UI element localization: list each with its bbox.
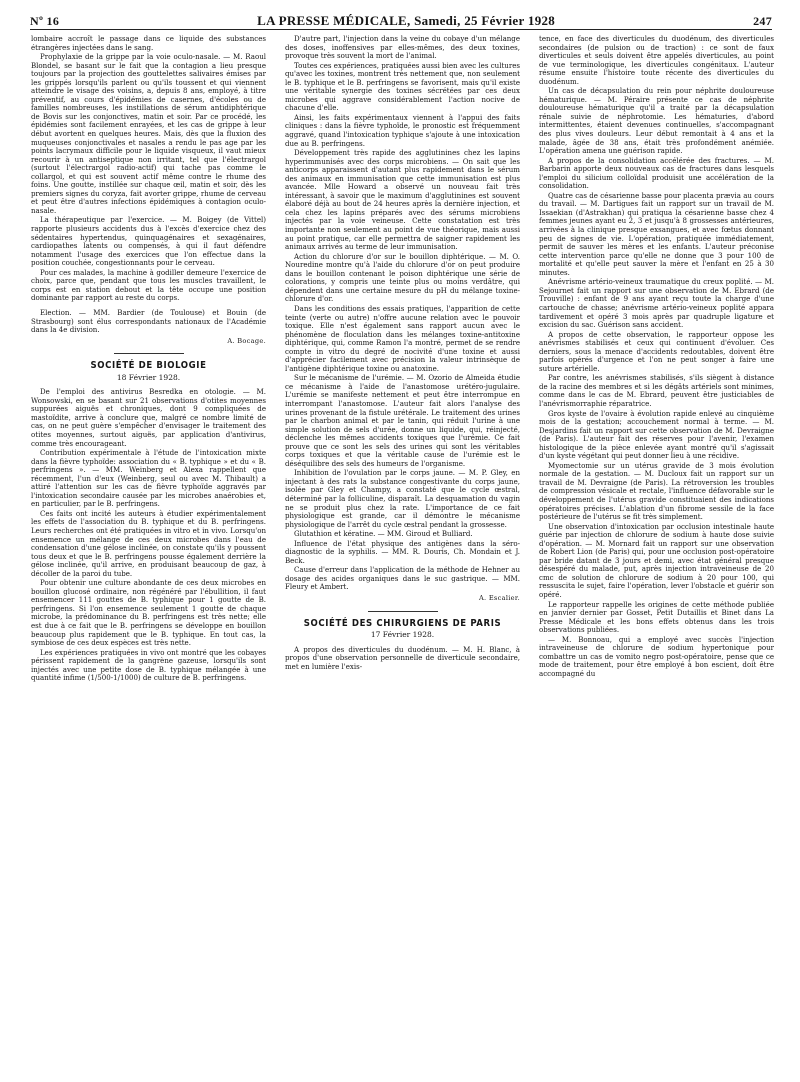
paragraph-decapsulation: Un cas de décapsulation du rein pour néphrite douloureuse hématurique. — M. Péraire présente ce cas de néphrite douloureuse hématurique qu'il a traité par la décapsulation rénale suivie de néphrotomie. Les hématuries, d'abord intermittentes, étaient devenues continuelles, s'accompagnant des plus vives douleurs. Leur début remontait à 4 ans et la malade, âgée de 38 ans, était très profondément anémiée. L'opération amena une guérison rapide. [539,86,774,156]
paragraph-election: Election. — MM. Bardier (de Toulouse) et Bouin (de Strasbourg) sont élus correspondants nationaux de l'Académie dans la 4e division. [31,307,266,335]
issue-number: Nº 16 [30,14,60,28]
journal-title: LA PRESSE MÉDICALE, Samedi, 25 Février 1928 [257,13,556,28]
paragraph: A propos de cette observation, le rapporteur oppose les anévrismes stabilisés et ceux qui continuent d'évoluer. Ces derniers, sous la menace d'accidents redoutables, doivent être parfois opérés d'urgence et l'on ne peut songer à faire une suture artérielle. [539,329,774,373]
paragraph-grippe: Prophylaxie de la grippe par la voie oculo-nasale. — M. Raoul Blondel, se basant sur le fait que la contagion a lieu presque toujours par la projection des gouttelettes salivaires émises par les grippés lorsqu'ils parlent ou qu'ils toussent et qui viennent atteindre le visage des voisins, a, depuis 8 ans, employé, à titre préventif, au cours d'épidémies de casernes, d'écoles ou de familles nombreuses, les instillations de sérum antidiphtérique de Bovis sur les conjonctives, matin et soir. Par ce procédé, les épidémies sont facilement enrayées, et les cas de grippe à leur début avortent en quelques heures. Mais, dès que la fluxion des muqueuses conjonctivales et nasales a rendu le pas age par les points lacrymaux difficile pour le liquide visqueux, il vaut mieux recourir à un antiseptique non irritant, tel que l'électrargol (surtout l'électrargol radio-actif) qui tache pas comme le collargol, et qui est souvent actif même contre le rhume des foins. Une goutte, instillée sur chaque œil, matin et soir, dès les premiers signes du coryza, fait avorter grippe, rhume de cerveau et peut être d'autres infections épidémiques à contagion oculo-nasale. [31,52,266,215]
society-heading: SOCIÉTÉ DE BIOLOGIE [90,360,207,372]
paragraph-glutathion: Glutathion et kératine. — MM. Giroud et Bulliard. [294,529,473,539]
paragraph: Toutes ces expériences, pratiquées aussi bien avec les cultures qu'avec les toxines, montrent très nettement que, non seulement le B. typhique et le B. perfringens se favorisent, mais qu'il existe une véritable synergie des toxines sécrétées par ces deux microbes qui aggrave considérablement l'action nocive de chacune d'elle. [285,60,520,113]
page-number: 247 [753,14,772,28]
paragraph: Pour obtenir une culture abondante de ces deux microbes en bouillon glucosé ordinaire, non régénéré par l'ébullition, il faut ensemencer 111 gouttes de B. typhique pour 1 goutte de B. perfringens. Si l'on ensemence seulement 1 goutte de chaque microbe, la prédominance du B. perfringens est très nette; elle est due à ce fait que le B. perfringens se développe en bouillon beaucoup plus rapidement que le B. typhique. En tout cas, la symbiose de ces deux espèces est très nette. [31,578,266,648]
paragraph-ovulation: Inhibition de l'ovulation par le corps jaune. — M. P. Gley, en injectant à des rats la substance congestivante du corps jaune, isolée par Gley et Champy, a constaté que le cycle œstral, déterminé par la folliculine, disparaît. La desquamation du vagin ne se produit plus chez la rate. L'importance de ce fait physiologique est grande, car il démontre le mécanisme physiologique de l'arrêt du cycle œstral pendant la grossesse. [285,468,520,529]
paragraph-myomectomie: Myomectomie sur un utérus gravide de 3 mois évolution normale de la gestation. — M. Ducloux fait un rapport sur un travail de M. Devraigne (de Paris). La rétroversion les troubles de compression vésicale et rectale, l'influence défavorable sur le développement de l'utérus gravide constituaient des indications opératoires précises. L'ablation d'un fibrome sessile de la face postérieure de l'utérus se fit très simplement. [539,460,774,522]
paragraph: Pour ces malades, la machine à godiller demeure l'exercice de choix, parce que, pendant que tous les muscles travaillent, le corps est en station debout et la tête occupe une position dominante par rapport au reste du corps. [31,267,266,303]
paragraph: lombaire accroît le passage dans ce liquide des substances étrangères injectées dans le sang. [31,35,266,52]
signature: A. Escalier. [478,594,520,602]
paragraph-exercice: La thérapeutique par l'exercice. — M. Boigey (de Vittel) rapporte plusieurs accidents dus à l'excès d'exercice chez des sédentaires hypertendus, quinquagénaires et sexagénaires, cardiopathes latents ou compensés, à qui il faut défendre notamment l'usage des exercices que l'on effectue dans la position couchée, congestionnants pour le cerveau. [31,215,266,268]
paragraph-chlorure-or: Action du chlorure d'or sur le bouillon diphtérique. — M. O. Nouredine montre qu'à l'aide du chlorure d'or on peut produire dans le bouillon contenant le poison diphtérique une série de colorations, y compris une teinte plus ou moins verdâtre, qui dépendent dans une certaine mesure du pH du mélange toxine-chlorure d'or. [285,251,520,304]
paragraph: Ces faits ont incité les auteurs à étudier expérimentalement les effets de l'association du B. typhique et du B. perfringens. Leurs recherches ont été pratiquées in vitro et in vivo. Lorsqu'on ensemence un mélange de ces deux microbes dans l'eau de condensation d'une gélose inclinée, on constate qu'ils y poussent tous deux et que le B. perfringens pousse également derrière la gélose inclinée, qu'il arrive, en produisant beaucoup de gaz, à décoller de la paroi du tube. [31,508,266,578]
society-heading: SOCIÉTÉ DES CHIRURGIENS DE PARIS [303,617,502,629]
paragraph: Les expériences pratiquées in vivo ont montré que les cobayes périssent rapidement de la gangrène gazeuse, lorsqu'ils sont injectés avec une petite dose de B. typhique mélangée à une quantité infime (1/500-1/1000) de culture de B. perfringens. [31,647,266,683]
paragraph: D'autre part, l'injection dans la veine du cobaye d'un mélange des doses, inoffensives par elles-mêmes, des deux toxines, provoque très souvent la mort de l'animal. [285,35,520,61]
session-date: 18 Février 1928. [116,372,181,382]
paragraph-antivirus: De l'emploi des antivirus Besredka en otologie. — M. Wonsowski, en se basant sur 21 observations d'otites moyennes suppurées aiguës et chroniques, dont 9 compliquées de mastoïdite, arrive à conclure que, malgré ce nombre limité de cas, on ne peut guère s'empêcher d'envisager le traitement des otites moyennes, surtout aiguës, par application d'antivirus, comme très encourageant. [31,387,266,448]
paragraph-agglutinines: Développement très rapide des agglutinines chez les lapins hyperimmunisés avec des corps microbiens. — On sait que les anticorps apparaissent d'autant plus rapidement dans le sérum des animaux en immunisation que cette immunisation est plus avancée. Mlle Howard a observé un nouveau fait très intéressant, à savoir que le maximum d'agglutinines est souvent élaboré déjà au bout de 24 heures après la dernière injection, et cela chez les lapins préparés avec des sérums microbiens injectés par la voie veineuse. Cette constatation est très importante non seulement au point de vue théorique, mais aussi au point pratique, car elle permettra de saigner rapidement les animaux arrivés au terme de leur immunisation. [285,148,520,252]
paragraph-fractures: A propos de la consolidation accélérée des fractures. — M. Barbarin apporte deux nouveaux cas de fractures dans lesquels l'emploi du silicium colloïdal produisit une accélération de la consolidation. [539,155,774,191]
paragraph: tence, en face des diverticules du duodénum, des diverticules secondaires (de pulsion ou de traction) : ce sont de faux diverticules et seuls doivent être appelés diverticules, au point de vue terminologique, les diverticules congénitaux. L'auteur résume ensuite l'histoire toute récente des diverticules du duodénum. [539,35,774,86]
section-divider [114,353,184,354]
signature: A. Bocage. [227,336,266,345]
session-date: 17 Février 1928. [370,630,435,640]
paragraph-cesarienne: Quatre cas de césarienne basse pour placenta prævia au cours du travail. — M. Dartigues fait un rapport sur un travail de M. Issaekian (d'Astrakhan) qui pratiqua la césarienne basse chez 4 femmes jeunes ayant eu 2, 3 et jusqu'à 8 grossesses antérieures, arrivées à la clinique presque exsangues, et avec fœtus donnant peu de signes de vie. L'opération, pratiquée immédiatement, permit de sauver les mères et les enfants. L'auteur préconise cette intervention parce qu'elle ne donne que 3 pour 100 de mortalité et qu'elle peut sauver la mère et l'enfant en 25 à 30 minutes. [539,190,774,277]
paragraph-occlusion: Une observation d'intoxication par occlusion intestinale haute guérie par injection de chlorure de sodium à haute dose suivie d'opération. — M. Mornard fait un rapport sur une observation de Robert Lion (de Paris) qui, pour une occlusion post-opératoire par bride datant de 3 jours et demi, avec état général presque désespéré du malade, put, après injection intraveineuse de 20 cmc de solution de chlorure de sodium à 20 pour 100, qui ressuscita le sujet, faire l'opération, lever l'obstacle et guérir son opéré. [539,521,774,599]
running-header [30,7,772,30]
paragraph-kyste: Gros kyste de l'ovaire à évolution rapide enlevé au cinquième mois de la gestation; accouchement normal à terme. — M. Desjardins fait un rapport sur cette observation de M. Devraigne (de Paris). L'auteur fait des réserves pour l'avenir, l'examen histologique de la pièce enlevée ayant montré qu'il s'agissait d'un kyste végétant qui peut donner lieu à une récidive. [539,408,774,461]
paragraph-anevrisme: Anévrisme artério-veineux traumatique du creux poplité. — M. Sejournet fait un rapport sur une observation de M. Ebrard (de Trouville) : enfant de 9 ans ayant reçu toute la charge d'une cartouche de chasse; anévrisme artério-veineux poplité appara tardivement et opéré 3 mois après par quadruple ligature et excision du sac. Guérison sans accident. [539,277,774,330]
paragraph: Ainsi, les faits expérimentaux viennent à l'appui des faits cliniques : dans la fièvre typhoïde, le pronostic est fréquemment aggravé, quand l'intoxication typhique s'ajoute à une intoxication due au B. perfringens. [285,112,520,148]
paragraph: — M. Bonnoau, qui a employé avec succès l'injection intraveineuse de chlorure de sodium hypertonique pour combattre un cas de vomito negro post-opératoire, pense que ce mode de traitement, pour être employé à bon escient, doit être accompagné du [539,634,774,678]
column-middle [285,35,520,1075]
paragraph: Le rapporteur rappelle les origines de cette méthode publiée en janvier dernier par Gosset, Petit Dutaillis et Binet dans La Presse Médicale et les bons effets obtenus dans les trois observations publiées. [539,599,774,635]
paragraph-uremie: Sur le mécanisme de l'urémie. — M. Ozorio de Almeida étudie ce mécanisme à l'aide de l'anastomose urétéro-jugulaire. L'urémie se manifeste nettement et peut être interrompue en interrompant l'anastomose. L'auteur fait alors l'analyse des urines provenant de la fistule urétérale. Le traitement des urines par le charbon animal et par le tanin, qui réduit l'urine à une simple solution de sels d'urée, donne un liquide, qui, réinjecté, déclenche les mêmes accidents toxiques que l'urémie. Ce fait prouve que ce sont les sels des urines qui sont les véritables corps toxiques et que la véritable cause de l'urémie est le déséquilibre des sels des humeurs de l'organisme. [285,373,520,468]
paragraph-syphilis: Influence de l'état physique des antigènes dans la séro-diagnostic de la syphilis. — MM. R. Douris, Ch. Mondain et J. Beck. [285,538,520,565]
paragraph: Par contre, les anévrismes stabilisés, s'ils siègent à distance de la racine des membres et si les dégâts artériels sont minimes, comme dans le cas de M. Ebrard, peuvent être justiciables de l'anévrismorraphie réparatrice. [539,373,774,408]
paragraph-hehner: Cause d'erreur dans l'application de la méthode de Hehner au dosage des acides organiques dans le suc gastrique. — MM. Fleury et Ambert. [285,565,520,592]
column-left [31,35,266,1075]
paragraph-typhoide: Contribution expérimentale à l'étude de l'intoxication mixte dans la fièvre typhoïde: association du « B. typhique » et du « B. perfringens ». — MM. Weinberg et Alexa rappellent que récemment, l'un d'eux (Weinberg, seul ou avec M. Thibault) a attiré l'attention sur les cas de fièvre typhoïde aggravés par l'intoxication secondaire causée par les microbes anaérobies et, en particulier, par le B. perfringens. [31,448,266,509]
paragraph: Dans les conditions des essais pratiques, l'apparition de cette teinte (verte ou autre) n'offre aucune relation avec le pouvoir toxique. Elle n'est également sans rapport aucun avec le phénomène de floculation dans les mélanges toxine-antitoxine diphtérique, qui, comme Ramon l'a montré, permet de se rendre compte in vitro du degré de nocivité d'une toxine et aussi d'apprécier facilement avec précision la valeur intrinsèque de l'antigène diphtérique toxine ou anatoxine. [285,303,520,373]
paragraph-diverticules: A propos des diverticules du duodénum. — M. H. Blanc, à propos d'une observation personnelle de diverticule secondaire, met en lumière l'exis- [285,644,520,671]
column-right [539,35,774,1075]
section-divider [368,611,438,612]
